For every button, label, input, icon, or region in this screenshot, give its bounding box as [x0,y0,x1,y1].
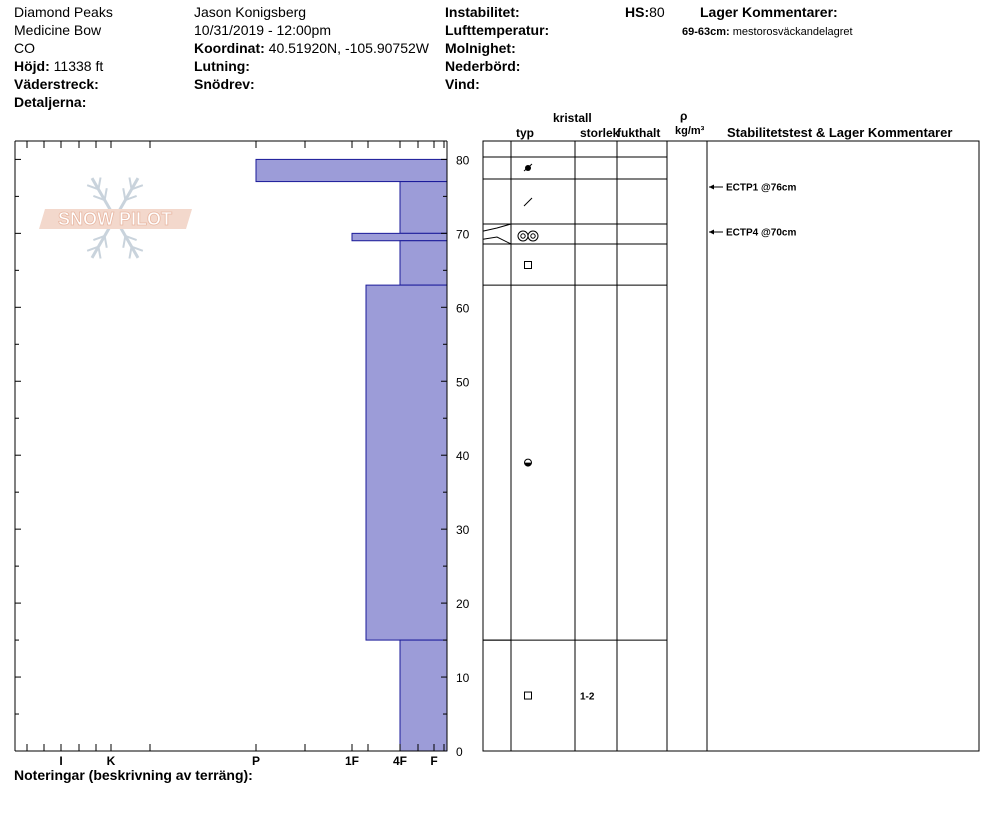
snowflake-branch [129,178,131,190]
x-tick-label: F [430,754,438,768]
sky-label: Molnighet: [445,40,516,56]
air-temp-label: Lufttemperatur: [445,22,550,38]
coordinate-label: Koordinat: [194,40,265,56]
symbol-ring [518,231,528,241]
snow-pilot-logo [39,178,192,259]
symbol-ring [528,231,538,241]
x-tick-label: 1F [344,754,360,768]
elevation-label: Höjd: [14,58,50,74]
snowflake-branch [123,236,125,248]
mountain-range: Medicine Bow [14,22,102,38]
hs-value: 80 [649,4,665,20]
coordinate-value: 40.51920N, -105.90752W [268,40,429,56]
snowflake-branch [98,178,100,190]
instability-label: Instabilitet: [445,4,520,20]
stability-arrow-head [709,185,714,190]
layer-comment-text: mestorosväckandelagret [732,26,853,38]
decomposing-fragment-icon [524,198,532,206]
notes-label: Noteringar (beskrivning av terräng): [14,767,253,783]
crystal-header: kristall [553,111,592,125]
precip-label: Nederbörd: [445,58,521,74]
snowflake-branch [129,247,131,259]
observation-datetime: 10/31/2019 - 12:00pm [194,22,331,38]
precipitation-particle-icon [524,164,532,171]
details-label: Detaljerna: [14,94,87,110]
symbol-ring-inner [521,234,525,238]
rho-header: ρ [680,109,688,123]
layer-connector [483,224,511,231]
size-header: storlek [580,126,620,140]
stability-arrow-head [709,230,714,235]
x-tick-label: 4F [392,754,408,768]
y-tick-label: 50 [456,375,470,390]
stability-header: Stabilitetstest & Lager Kommentarer [727,125,953,140]
hs-label: HS: [625,4,650,20]
wind-label: Vind: [445,76,480,92]
wind-loading-label: Snödrev: [194,76,255,92]
state: CO [14,40,35,56]
symbol-ring-inner [531,234,535,238]
hardness-bar [366,285,447,640]
observer-name: Jason Konigsberg [194,4,307,20]
location-name: Diamond Peaks [14,4,113,20]
logo-text: SNOW PILOT [58,209,172,229]
surface-hoar-icon [518,231,538,241]
elevation-value: 11338 ft [53,58,104,74]
layer-connector [483,237,511,244]
hardness-plot [15,141,470,768]
x-tick-label: K [106,754,116,768]
stability-test-label: ECTP4 @70cm [726,227,797,239]
y-tick-label: 0 [456,745,463,759]
moisture-header: fukthalt [617,126,661,140]
slope-label: Lutning: [194,58,250,74]
crystal-size-label: 1-2 [580,691,595,703]
y-tick-label: 20 [456,597,470,612]
y-tick-label: 70 [456,227,470,242]
hardness-bar [352,233,447,240]
snowflake-branch [123,188,125,200]
snowflake-branch [98,247,100,259]
faceted-crystal-icon [525,262,532,269]
y-tick-label: 40 [456,449,470,464]
type-header: typ [516,126,534,140]
y-tick-label: 60 [456,301,470,316]
rounding-facet-icon [525,459,532,466]
stability-test-label: ECTP1 @76cm [726,182,797,194]
snowflake-branch [105,236,107,248]
y-tick-label: 10 [456,671,470,686]
hardness-bar [400,640,447,751]
aspect-label: Väderstreck: [14,76,99,92]
x-tick-label: P [251,754,261,768]
density-unit-header: kg/m³ [675,125,705,137]
hardness-bar [256,159,447,181]
snowflake-branch [105,188,107,200]
hardness-bar [400,241,447,285]
layer-table [483,141,979,751]
faceted-crystal-icon [525,692,532,699]
x-tick-label: I [59,754,63,768]
symbol-square [525,692,532,699]
symbol-stroke [524,198,532,206]
hardness-bar [400,182,447,234]
layer-comments-title: Lager Kommentarer: [700,4,838,20]
symbol-square [525,262,532,269]
layer-comment-range: 69-63cm: [682,26,730,38]
y-tick-label: 80 [456,153,470,168]
y-tick-label: 30 [456,523,470,538]
